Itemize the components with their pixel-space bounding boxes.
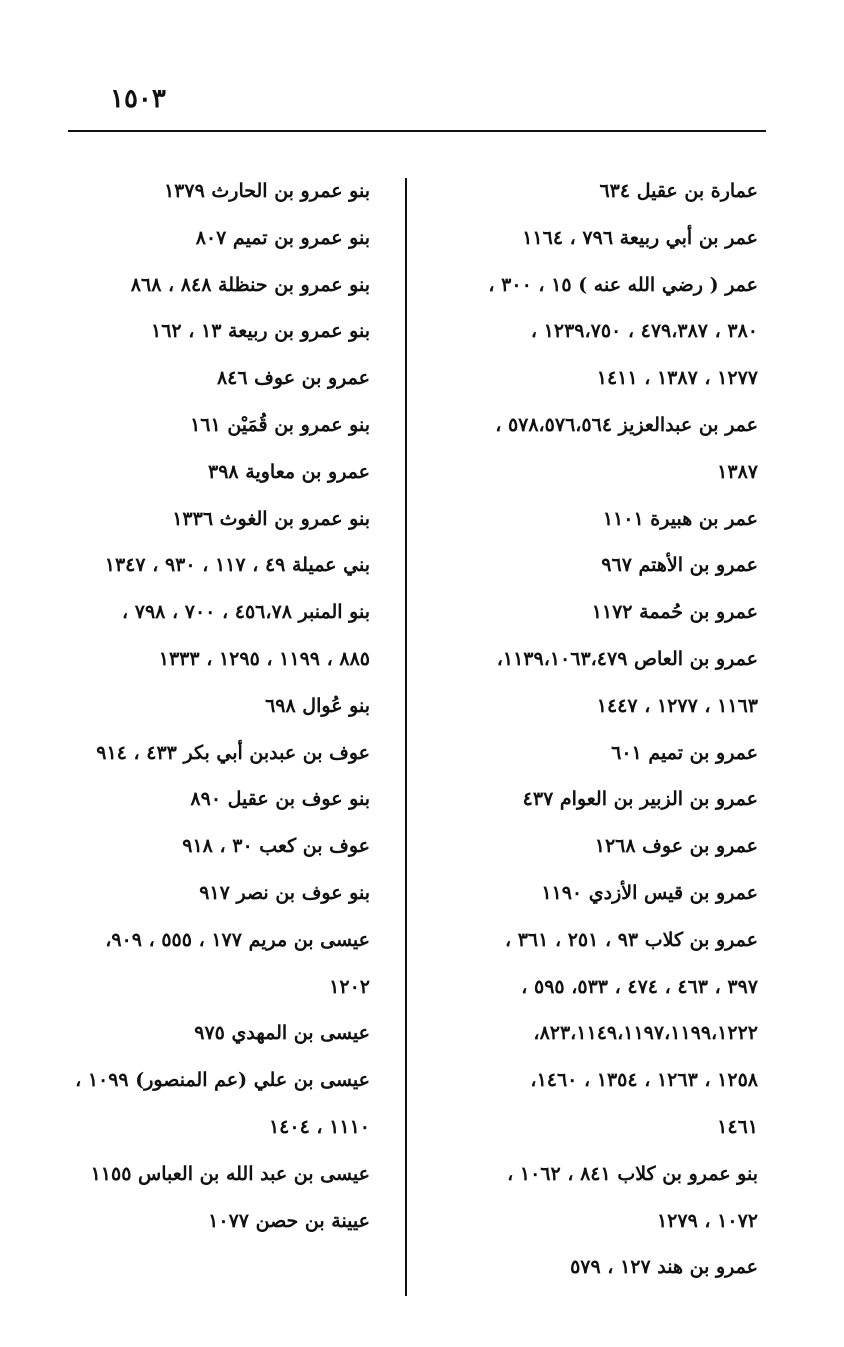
- index-entry: ٨٢٣،١١٤٩،١١٩٧،١١٩٩،١٢٢٢،: [533, 1022, 758, 1045]
- index-entry: ١٢٧٧ ، ١٣٨٧ ، ١٤١١: [596, 367, 758, 390]
- index-entry: بنو عوف بن نصر ٩١٧: [199, 881, 370, 904]
- index-entry: عمرو بن هند ١٢٧ ، ٥٧٩: [570, 1256, 758, 1279]
- index-entry: بنو عمرو بن قُمَيْن ١٦١: [190, 413, 370, 436]
- index-entry: ٨٨٥ ، ١١٩٩ ، ١٢٩٥ ، ١٣٣٣: [158, 647, 370, 670]
- index-entry: عمرو بن كلاب ٩٣ ، ٢٥١ ، ٣٦١ ،: [504, 928, 758, 951]
- index-entry: عمر بن هبيرة ١١٠١: [602, 507, 758, 530]
- index-entry: ١٤٦١: [717, 1115, 758, 1138]
- index-entry: ١١١٠ ، ١٤٠٤: [268, 1115, 370, 1138]
- index-entry: ١٢٥٨ ، ١٢٦٣ ، ١٣٥٤ ، ١٤٦٠،: [530, 1069, 758, 1092]
- index-entry: بنو عمرو بن ربيعة ١٣ ، ١٦٢: [151, 320, 370, 343]
- page-number: ١٥٠٣: [110, 84, 166, 114]
- index-entry: عيسى بن علي (عم المنصور) ١٠٩٩ ،: [75, 1069, 370, 1092]
- index-entry: ١١٦٣ ، ١٢٧٧ ، ١٤٤٧: [596, 694, 758, 717]
- index-entry: بنو عمرو بن الغوث ١٣٣٦: [172, 507, 370, 530]
- index-entry: عمرو بن قيس الأزدي ١١٩٠: [541, 881, 758, 904]
- index-entry: عمرو بن العاص ١١٣٩،١٠٦٣،٤٧٩،: [496, 647, 758, 670]
- index-entry: عمرو بن عوف ٨٤٦: [216, 367, 370, 390]
- index-entry: عمرو بن معاوية ٣٩٨: [208, 460, 370, 483]
- index-entry: عمرو بن عوف ١٢٦٨: [594, 835, 758, 858]
- index-entry: عمر بن عبدالعزيز ٥٧٨،٥٧٦،٥٦٤ ،: [495, 413, 758, 436]
- index-entry: ١٢٠٢: [329, 975, 370, 998]
- index-entry: عمرو بن حُممة ١١٧٢: [591, 601, 758, 624]
- index-entry: عيسى بن مريم ١٧٧ ، ٥٥٥ ، ٩٠٩،: [105, 928, 370, 951]
- index-column-right: [436, 168, 758, 1291]
- index-entry: عمرو بن الزبير بن العوام ٤٣٧: [522, 788, 758, 811]
- index-entry: عمرو بن الأهتم ٩٦٧: [601, 554, 758, 577]
- index-entry: بنو عوف بن عقيل ٨٩٠: [190, 788, 370, 811]
- index-entry: بنو عمرو بن تميم ٨٠٧: [195, 226, 370, 249]
- index-entry: عمارة بن عقيل ٦٣٤: [599, 180, 758, 202]
- column-divider: [405, 178, 407, 1296]
- index-entry: ٣٩٧ ، ٤٦٣ ، ٤٧٤ ، ٥٣٣، ٥٩٥ ،: [521, 975, 758, 998]
- index-entry: عوف بن كعب ٣٠ ، ٩١٨: [182, 835, 370, 858]
- index-column-left: [60, 168, 370, 1244]
- index-entry: عمرو بن تميم ٦٠١: [611, 741, 758, 764]
- index-entry: بني عميلة ٤٩ ، ١١٧ ، ٩٣٠ ، ١٣٤٧: [104, 554, 370, 577]
- index-entry: ٣٨٠ ، ٤٧٩،٣٨٧ ، ١٢٣٩،٧٥٠ ،: [530, 320, 758, 343]
- index-entry: بنو عمرو بن الحارث ١٣٧٩: [163, 180, 370, 202]
- index-entry: ١٣٨٧: [717, 460, 758, 483]
- index-entry: بنو عُوال ٦٩٨: [265, 694, 370, 717]
- index-entry: بنو المنبر ٤٥٦،٧٨ ، ٧٠٠ ، ٧٩٨ ،: [122, 601, 370, 624]
- index-entry: ١٠٧٢ ، ١٢٧٩: [656, 1209, 758, 1232]
- index-entry: بنو عمرو بن كلاب ٨٤١ ، ١٠٦٢ ،: [507, 1162, 758, 1185]
- index-entry: عيسى بن المهدي ٩٧٥: [194, 1022, 370, 1045]
- index-entry: عوف بن عبدبن أبي بكر ٤٣٣ ، ٩١٤: [96, 741, 370, 764]
- index-entry: عمر ( رضي الله عنه ) ١٥ ، ٣٠٠ ،: [488, 273, 758, 296]
- header-rule: [68, 130, 766, 132]
- index-entry: بنو عمرو بن حنظلة ٨٤٨ ، ٨٦٨: [130, 273, 370, 296]
- index-entry: عيسى بن عبد الله بن العباس ١١٥٥: [90, 1162, 370, 1185]
- index-entry: عيينة بن حصن ١٠٧٧: [208, 1209, 370, 1232]
- index-entry: عمر بن أبي ربيعة ٧٩٦ ، ١١٦٤: [522, 226, 758, 249]
